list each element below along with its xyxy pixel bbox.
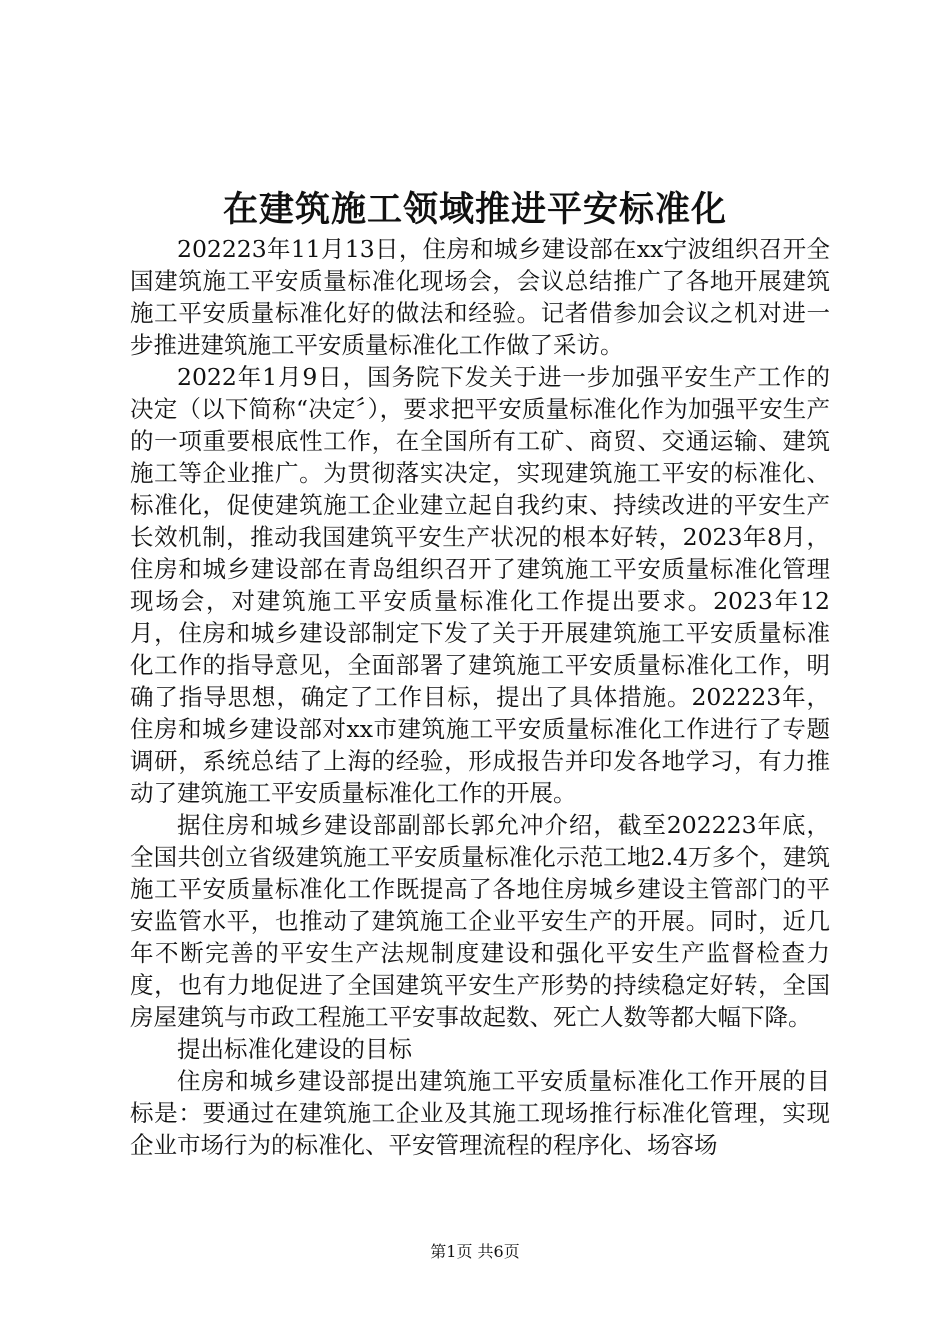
- paragraph-4: 住房和城乡建设部提出建筑施工平安质量标准化工作开展的目标是：要通过在建筑施工企业及其施工现场推行标准化管理，实现企业市场行为的标准化、平安管理流程的程序化、场容场: [130, 1067, 830, 1159]
- paragraph-2: 2022年1月9日，国务院下发关于进一步加强平安生产工作的决定（以下简称“决定〞），要求把平安质量标准化作为加强平安生产的一项重要根底性工作，在全国所有工矿、商贸、交通运输、建筑施工等企业推广。为贯彻落实决定，实现建筑施工平安的标准化、标准化，促使建筑施工企业建立起自我约束、持续改进的平安生产长效机制，推动我国建筑平安生产状况的根本好转，2023年8月，住房和城乡建设部在青岛组织召开了建筑施工平安质量标准化管理现场会，对建筑施工平安质量标准化工作提出要求。2023年12月，住房和城乡建设部制定下发了关于开展建筑施工平安质量标准化工作的指导意见，全面部署了建筑施工平安质量标准化工作，明确了指导思想，确定了工作目标，提出了具体措施。202223年，住房和城乡建设部对xx市建筑施工平安质量标准化工作进行了专题调研，系统总结了上海的经验，形成报告并印发各地学习，有力推动了建筑施工平安质量标准化工作的开展。: [130, 363, 830, 807]
- section-heading: 提出标准化建设的目标: [177, 1035, 412, 1063]
- document-title: 在建筑施工领域推进平安标准化: [222, 189, 727, 230]
- document-body: [130, 233, 830, 1161]
- paragraph-3: 据住房和城乡建设部副部长郭允冲介绍，截至202223年底，全国共创立省级建筑施工平安质量标准化示范工地2.4万多个，建筑施工平安质量标准化工作既提高了各地住房城乡建设主管部门的平安监管水平，也推动了建筑施工企业平安生产的开展。同时，近几年不断完善的平安生产法规制度建设和强化平安生产监督检查力度，也有力地促进了全国建筑平安生产形势的持续稳定好转，全国房屋建筑与市政工程施工平安事故起数、死亡人数等都大幅下降。: [130, 811, 830, 1031]
- paragraph-1: 202223年11月13日，住房和城乡建设部在xx宁波组织召开全国建筑施工平安质量标准化现场会，会议总结推广了各地开展建筑施工平安质量标准化好的做法和经验。记者借参加会议之机对进一步推进建筑施工平安质量标准化工作做了采访。: [130, 235, 830, 359]
- page-footer: 第1页 共6页: [430, 1242, 520, 1261]
